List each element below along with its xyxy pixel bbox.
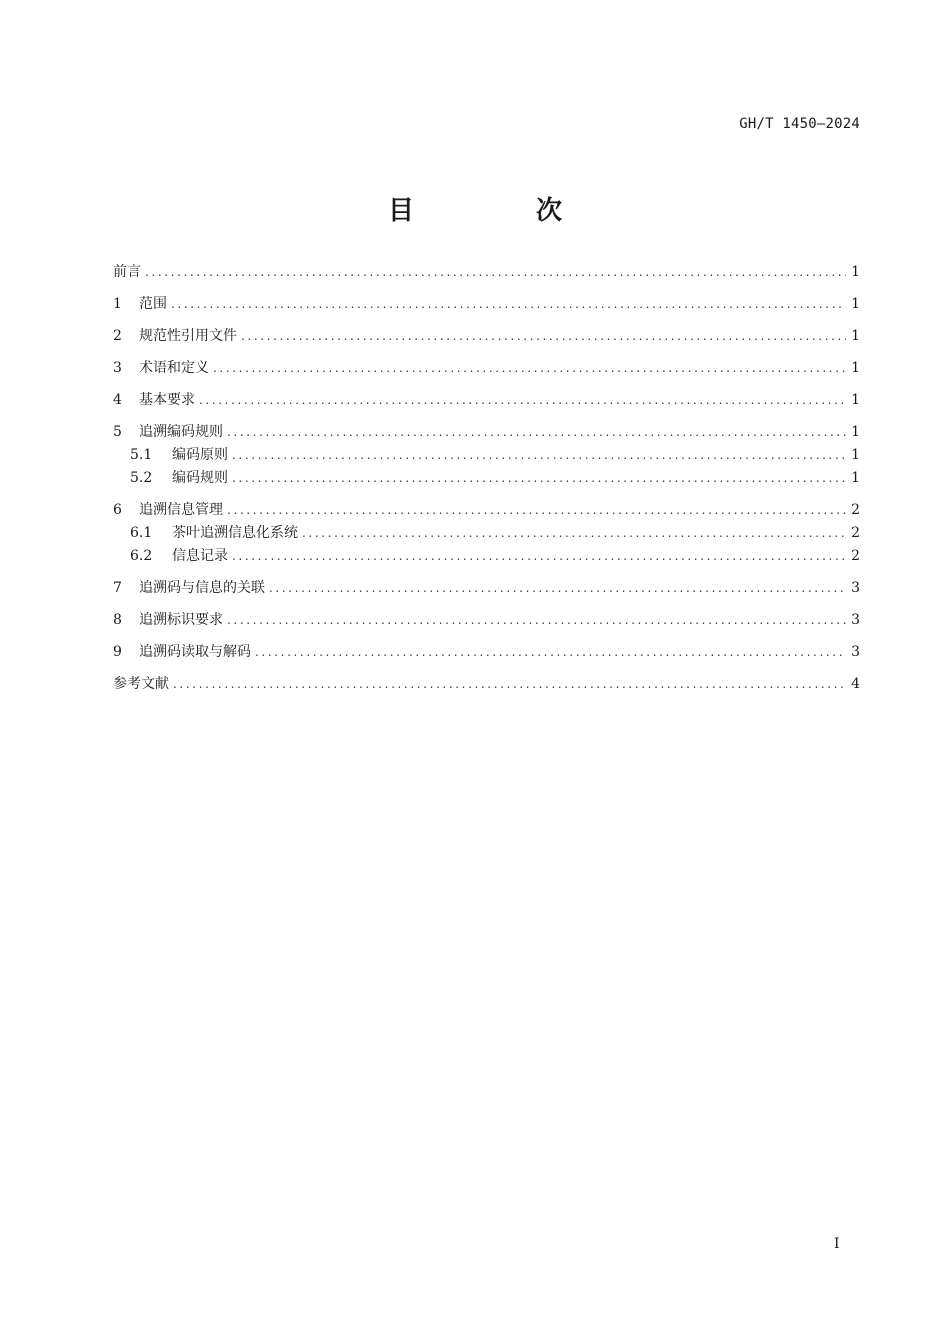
toc-entry-number: 1 bbox=[113, 296, 122, 312]
dot-leader bbox=[227, 500, 846, 520]
toc-entry-number: 4 bbox=[113, 392, 122, 408]
toc-entry-number: 2 bbox=[113, 328, 122, 344]
toc-entry-page: 3 bbox=[851, 580, 860, 596]
toc-entry-label: 信息记录 bbox=[172, 548, 228, 564]
toc-entry-label: 追溯码读取与解码 bbox=[139, 644, 251, 660]
toc-entry-number: 6 bbox=[113, 502, 122, 518]
table-of-contents bbox=[113, 262, 860, 706]
toc-entry-number: 6.1 bbox=[130, 525, 153, 541]
dot-leader bbox=[171, 294, 846, 314]
toc-entry-number: 7 bbox=[113, 580, 122, 596]
dot-leader bbox=[232, 546, 846, 566]
dot-leader bbox=[173, 674, 846, 694]
document-code: GH/T 1450—2024 bbox=[739, 116, 860, 132]
toc-entry-number: 6.2 bbox=[130, 548, 153, 564]
toc-entry-5-1[interactable] bbox=[113, 445, 860, 465]
toc-entry-number: 5 bbox=[113, 424, 122, 440]
dot-leader bbox=[227, 610, 846, 630]
toc-entry-6[interactable] bbox=[113, 500, 860, 520]
dot-leader bbox=[255, 642, 846, 662]
toc-entry-label: 范围 bbox=[139, 296, 167, 312]
toc-entry-page: 1 bbox=[851, 424, 860, 440]
toc-entry-number: 5.2 bbox=[130, 470, 153, 486]
toc-entry-8[interactable] bbox=[113, 610, 860, 630]
toc-entry-page: 1 bbox=[851, 360, 860, 376]
toc-entry-page: 3 bbox=[851, 644, 860, 660]
toc-entry-label: 追溯标识要求 bbox=[139, 612, 223, 628]
toc-entry-label: 前言 bbox=[113, 264, 141, 280]
toc-entry-5[interactable] bbox=[113, 422, 860, 442]
toc-entry-4[interactable] bbox=[113, 390, 860, 410]
dot-leader bbox=[199, 390, 846, 410]
toc-entry-label: 编码原则 bbox=[172, 447, 228, 463]
toc-entry-label: 追溯编码规则 bbox=[139, 424, 223, 440]
toc-entry-number: 8 bbox=[113, 612, 122, 628]
toc-entry-page: 1 bbox=[851, 296, 860, 312]
dot-leader bbox=[241, 326, 846, 346]
toc-entry-page: 2 bbox=[851, 525, 860, 541]
dot-leader bbox=[232, 468, 846, 488]
toc-entry-foreword[interactable] bbox=[113, 262, 860, 282]
toc-entry-number: 3 bbox=[113, 360, 122, 376]
toc-entry-3[interactable] bbox=[113, 358, 860, 378]
toc-entry-page: 2 bbox=[851, 548, 860, 564]
toc-entry-6-2[interactable] bbox=[113, 546, 860, 566]
toc-entry-page: 1 bbox=[851, 264, 860, 280]
toc-entry-label: 规范性引用文件 bbox=[139, 328, 237, 344]
toc-entry-page: 1 bbox=[851, 447, 860, 463]
toc-entry-label: 术语和定义 bbox=[139, 360, 209, 376]
toc-entry-label: 追溯信息管理 bbox=[139, 502, 223, 518]
toc-entry-5-2[interactable] bbox=[113, 468, 860, 488]
toc-entry-1[interactable] bbox=[113, 294, 860, 314]
toc-entry-page: 3 bbox=[851, 612, 860, 628]
dot-leader bbox=[145, 262, 846, 282]
toc-entry-label: 编码规则 bbox=[172, 470, 228, 486]
toc-entry-page: 1 bbox=[851, 328, 860, 344]
toc-entry-page: 1 bbox=[851, 470, 860, 486]
toc-entry-label: 追溯码与信息的关联 bbox=[139, 580, 265, 596]
toc-entry-page: 4 bbox=[851, 676, 860, 692]
toc-entry-label: 基本要求 bbox=[139, 392, 195, 408]
toc-entry-9[interactable] bbox=[113, 642, 860, 662]
toc-entry-bibliography[interactable] bbox=[113, 674, 860, 694]
toc-entry-6-1[interactable] bbox=[113, 523, 860, 543]
toc-entry-number: 5.1 bbox=[130, 447, 153, 463]
dot-leader bbox=[269, 578, 846, 598]
toc-entry-number: 9 bbox=[113, 644, 122, 660]
toc-title: 目 次 bbox=[387, 196, 610, 226]
dot-leader bbox=[213, 358, 846, 378]
dot-leader bbox=[302, 523, 846, 543]
toc-entry-label: 参考文献 bbox=[113, 676, 169, 692]
toc-entry-7[interactable] bbox=[113, 578, 860, 598]
dot-leader bbox=[232, 445, 846, 465]
dot-leader bbox=[227, 422, 846, 442]
toc-entry-page: 1 bbox=[851, 392, 860, 408]
page-number: I bbox=[834, 1236, 840, 1252]
toc-entry-label: 茶叶追溯信息化系统 bbox=[172, 525, 298, 541]
toc-entry-page: 2 bbox=[851, 502, 860, 518]
toc-entry-2[interactable] bbox=[113, 326, 860, 346]
